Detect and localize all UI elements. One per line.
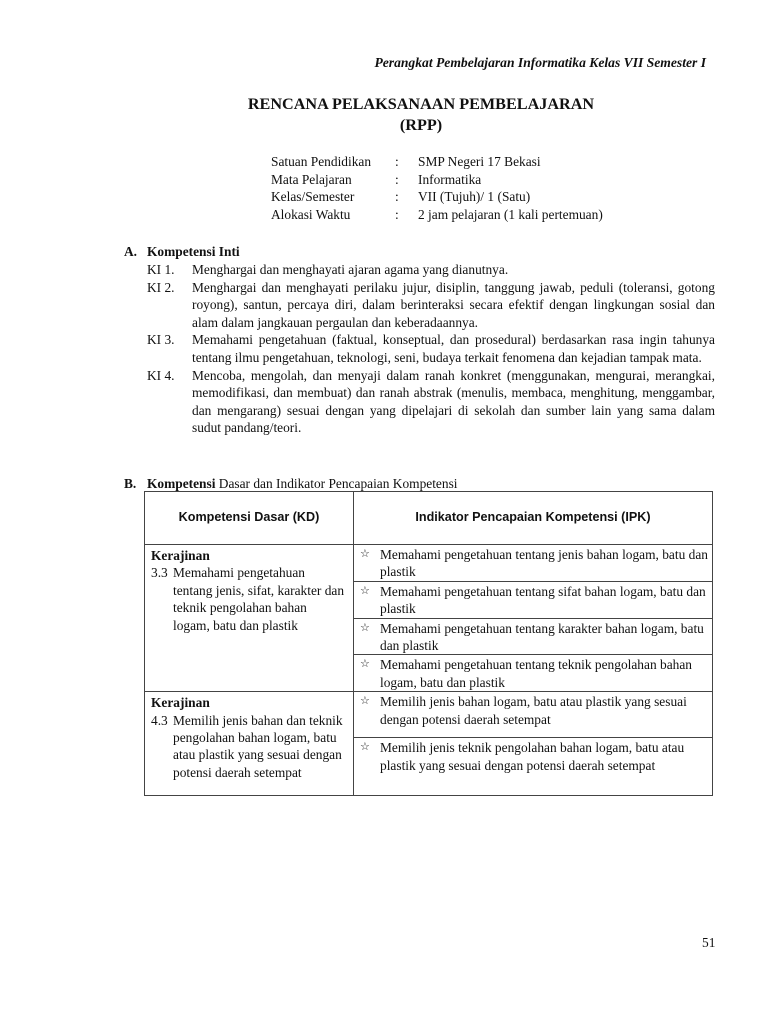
star-bullet-icon: ☆ <box>360 695 370 708</box>
ipk-text: Memahami pengetahuan tentang jenis bahan logam, batu dan plastik <box>380 547 708 580</box>
identity-block <box>271 153 603 223</box>
title-line-1: RENCANA PELAKSANAAN PEMBELAJARAN <box>247 95 595 113</box>
info-key: Satuan Pendidikan <box>271 154 372 169</box>
running-header: Perangkat Pembelajaran Informatika Kelas VII Semester I <box>374 55 706 70</box>
kd-number: 4.3 <box>151 712 168 728</box>
ipk-cell <box>354 545 713 582</box>
star-bullet-icon: ☆ <box>360 658 370 671</box>
info-row <box>271 206 603 224</box>
info-value: SMP Negeri 17 Bekasi <box>418 154 541 169</box>
star-bullet-icon: ☆ <box>360 621 370 634</box>
ki-number: KI 3. <box>147 332 175 348</box>
table-row <box>145 692 713 738</box>
ipk-cell <box>354 655 713 692</box>
section-title-bold: Kompetensi <box>147 476 216 491</box>
table-header-row <box>145 492 713 545</box>
ki-item <box>147 367 715 437</box>
ki-text: Menghargai dan menghayati perilaku jujur, disiplin, tanggung jawab, peduli (toleransi, gotong royong), santun, percaya diri, dalam berinteraksi secara efektif dengan lingkungan sosial dan alam dalam jangkauan pergaulan dan keberadaannya. <box>192 279 715 330</box>
info-row <box>271 171 603 189</box>
kd-entry <box>151 564 347 634</box>
ki-list <box>147 261 715 437</box>
kd-text: Memahami pengetahuan tentang jenis, sifat, karakter dan teknik pengolahan bahan logam, batu dan plastik <box>173 565 345 633</box>
kd-text: Memilih jenis bahan dan teknik pengolahan bahan logam, batu atau plastik yang sesuai dengan potensi daerah setempat <box>173 712 343 780</box>
info-value: 2 jam pelajaran (1 kali pertemuan) <box>418 206 603 222</box>
ki-text: Mencoba, mengolah, dan menyaji dalam ranah konkret (menggunakan, mengurai, merangkai, memodifikasi, dan membuat) dan ranah abstrak (menulis, membaca, menghitung, menggambar, dan mengarang) sesuai dengan yang dipelajari di sekolah dan sumber lain yang sama dalam sudut pandang/teori. <box>192 367 715 436</box>
section-title-rest: Dasar dan Indikator Pencapaian Kompetensi <box>215 476 458 491</box>
ipk-text: Memahami pengetahuan tentang karakter bahan logam, batu dan plastik <box>380 620 704 654</box>
ipk-cell <box>354 581 713 618</box>
kd-number: 3.3 <box>151 565 168 581</box>
kd-ipk-table <box>144 491 713 796</box>
column-header-ipk: Indikator Pencapaian Kompetensi (IPK) <box>354 492 713 545</box>
ipk-text: Memilih jenis teknik pengolahan bahan logam, batu atau plastik yang sesuai dengan potensi daerah setempat <box>380 740 685 773</box>
star-bullet-icon: ☆ <box>360 741 370 754</box>
info-key: Alokasi Waktu <box>271 206 351 222</box>
ipk-cell <box>354 618 713 655</box>
info-value: Informatika <box>418 171 482 187</box>
info-colon: : <box>395 206 399 222</box>
section-letter: B. <box>124 476 137 491</box>
ipk-text: Memahami pengetahuan tentang sifat bahan logam, batu dan plastik <box>380 583 706 617</box>
ipk-cell <box>354 738 713 796</box>
document-title <box>0 94 768 136</box>
ki-item <box>147 261 715 279</box>
star-bullet-icon: ☆ <box>360 548 370 560</box>
column-header-kd: Kompetensi Dasar (KD) <box>145 492 354 545</box>
ipk-text: Memahami pengetahuan tentang teknik pengolahan bahan logam, batu dan plastik <box>380 657 692 690</box>
ipk-text: Memilih jenis bahan logam, batu atau plastik yang sesuai dengan potensi daerah setempat <box>380 694 687 727</box>
table-row <box>145 545 713 582</box>
ki-number: KI 4. <box>147 367 175 383</box>
section-letter: A. <box>124 244 138 259</box>
info-colon: : <box>395 189 399 205</box>
ki-text: Menghargai dan menghayati ajaran agama yang dianutnya. <box>192 262 509 277</box>
kd-label: Kerajinan <box>151 548 210 563</box>
info-colon: : <box>395 171 399 187</box>
info-value: VII (Tujuh)/ 1 (Satu) <box>418 189 531 205</box>
ipk-cell <box>354 692 713 738</box>
ki-number: KI 2. <box>147 279 175 295</box>
ki-number: KI 1. <box>147 262 175 277</box>
star-bullet-icon: ☆ <box>360 584 370 597</box>
section-title: Kompetensi Inti <box>147 244 240 259</box>
info-key: Mata Pelajaran <box>271 171 352 187</box>
section-b-heading <box>124 475 458 493</box>
info-key: Kelas/Semester <box>271 189 355 205</box>
page-number: 51 <box>702 935 716 950</box>
kd-label: Kerajinan <box>151 695 210 711</box>
info-row <box>271 188 603 206</box>
ki-item <box>147 279 715 332</box>
ki-text: Memahami pengetahuan (faktual, konseptual, dan prosedural) berdasarkan rasa ingin tahunya tentang ilmu pengetahuan, teknologi, seni, budaya terkait fenomena dan kejadian tampak mata. <box>192 332 715 365</box>
kd-entry <box>151 712 347 782</box>
kd-cell <box>145 692 354 796</box>
title-line-2: (RPP) <box>399 116 443 134</box>
section-a-heading <box>124 243 240 261</box>
info-colon: : <box>395 154 399 169</box>
kd-cell <box>145 545 354 692</box>
ki-item <box>147 331 715 366</box>
info-row <box>271 153 603 171</box>
